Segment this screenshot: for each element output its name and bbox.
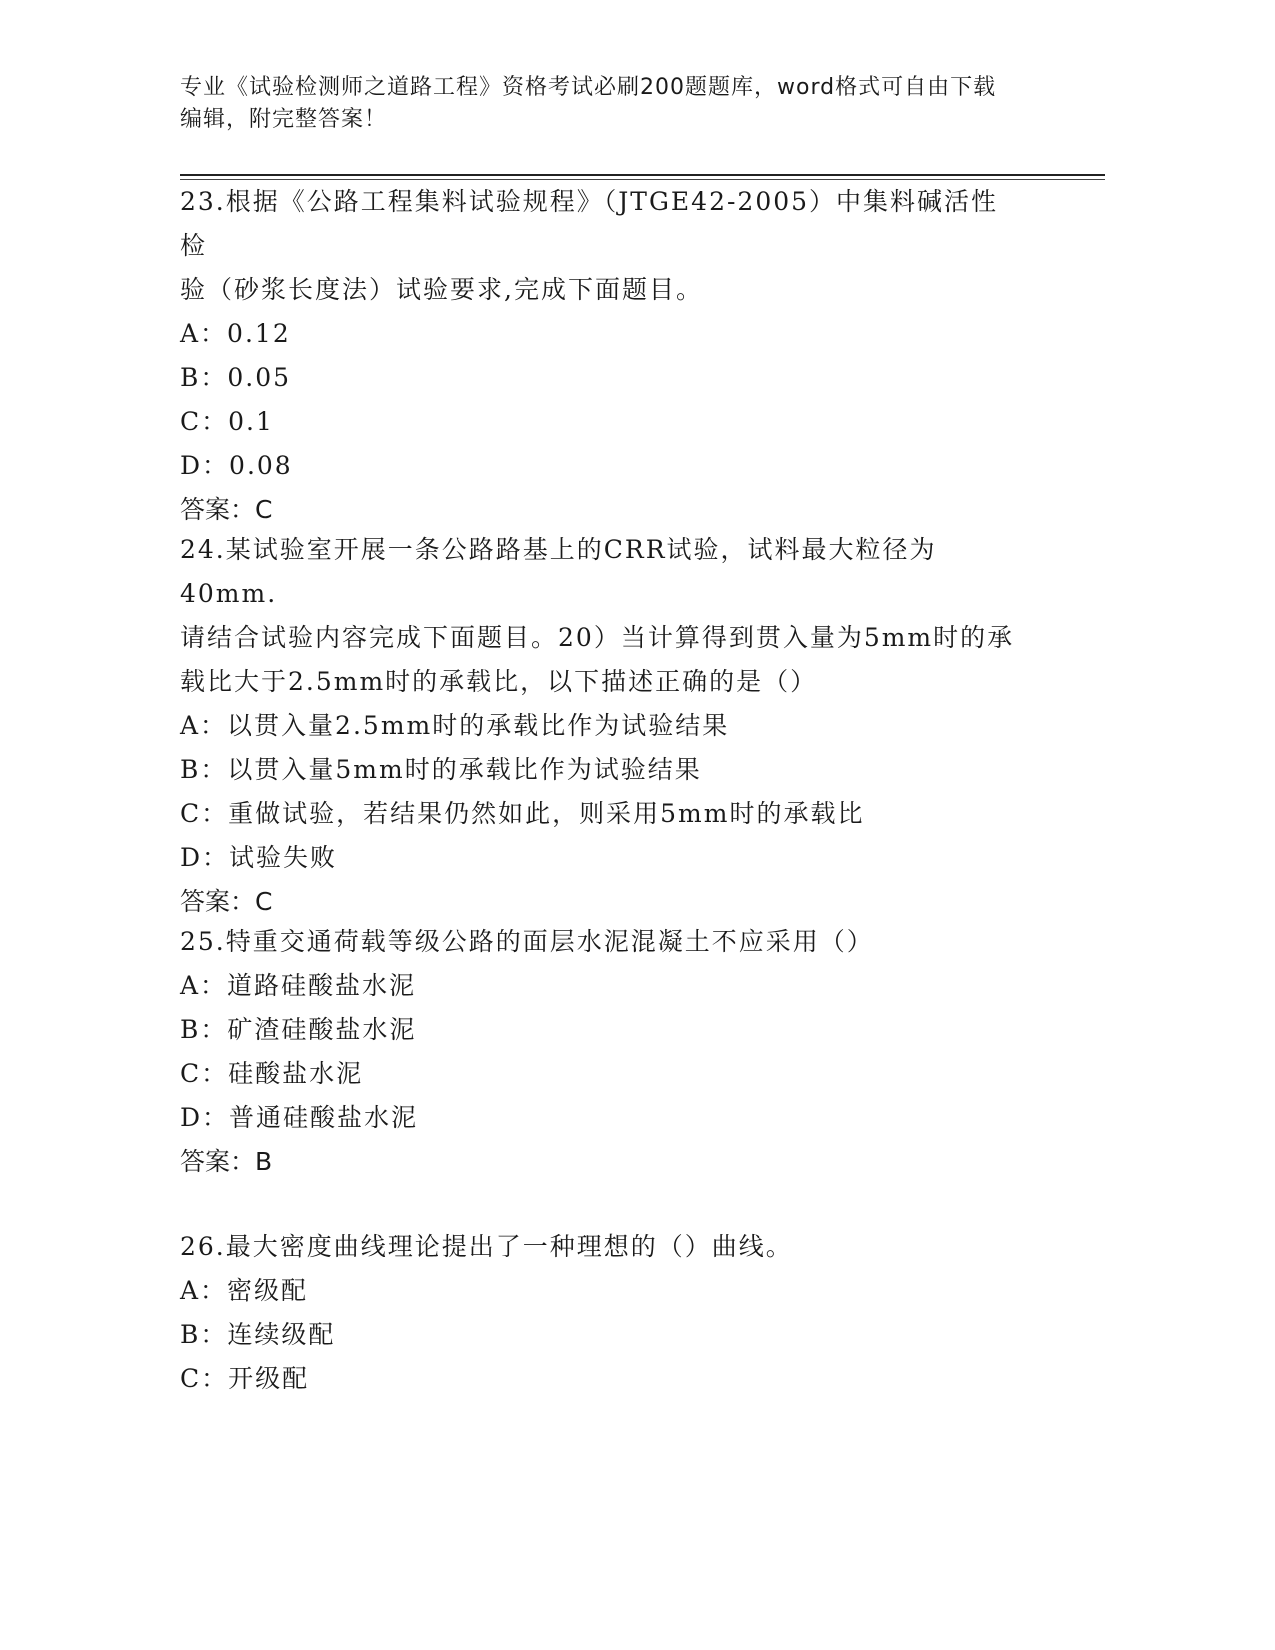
option-c: C：重做试验，若结果仍然如此，则采用5mm时的承载比	[180, 799, 865, 828]
option-a: A：以贯入量2.5mm时的承载比作为试验结果	[180, 711, 730, 740]
question-stem: 请结合试验内容完成下面题目。20）当计算得到贯入量为5mm时的承	[180, 623, 1015, 652]
question-stem: 24.某试验室开展一条公路路基上的CRR试验，试料最大粒径为40mm.	[180, 535, 937, 608]
option-c: C：0.1	[180, 407, 274, 436]
document-header	[180, 72, 1040, 136]
option-c: C：硅酸盐水泥	[180, 1059, 364, 1088]
option-a: A：道路硅酸盐水泥	[180, 971, 417, 1000]
answer: 答案：B	[180, 1147, 273, 1176]
answer: 答案：C	[180, 495, 273, 524]
question-24	[180, 528, 1020, 924]
question-stem: 载比大于2.5mm时的承载比，以下描述正确的是（）	[180, 667, 818, 696]
option-a: A：0.12	[180, 319, 291, 348]
question-25	[180, 920, 1020, 1184]
header-line-1: 专业《试验检测师之道路工程》资格考试必刷200题题库，word格式可自由下载	[180, 75, 997, 100]
question-26	[180, 1225, 1020, 1401]
option-b: B：以贯入量5mm时的承载比作为试验结果	[180, 755, 702, 784]
option-d: D：0.08	[180, 451, 293, 480]
answer: 答案：C	[180, 887, 273, 916]
header-divider-thick	[180, 174, 1105, 176]
option-a: A：密级配	[180, 1276, 309, 1305]
header-line-2: 编辑，附完整答案！	[180, 107, 388, 132]
option-d: D：试验失败	[180, 843, 338, 872]
question-stem: 26.最大密度曲线理论提出了一种理想的（）曲线。	[180, 1232, 793, 1261]
question-23	[180, 180, 1020, 532]
option-d: D：普通硅酸盐水泥	[180, 1103, 419, 1132]
option-b: B：矿渣硅酸盐水泥	[180, 1015, 417, 1044]
option-c: C：开级配	[180, 1364, 310, 1393]
question-stem: 23.根据《公路工程集料试验规程》（JTGE42-2005）中集料碱活性检	[180, 187, 999, 260]
option-b: B：0.05	[180, 363, 292, 392]
question-stem: 25.特重交通荷载等级公路的面层水泥混凝土不应采用（）	[180, 927, 874, 956]
question-stem: 验（砂浆长度法）试验要求,完成下面题目。	[180, 275, 703, 304]
option-b: B：连续级配	[180, 1320, 336, 1349]
